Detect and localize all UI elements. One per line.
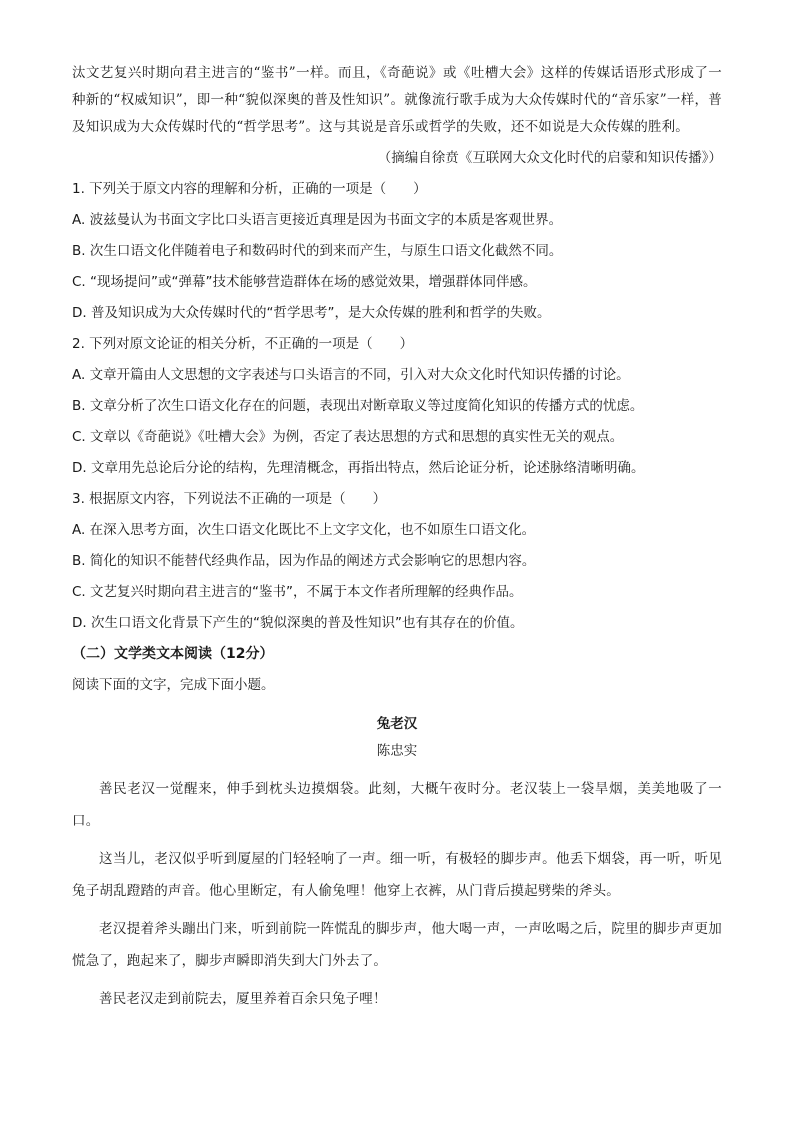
story-author: 陈忠实 [376,743,418,759]
story-paragraph: 善民老汉走到前院去，厦里养着百余只兔子哩！ [99,991,387,1007]
article-source-citation: （摘编自徐贲《互联网大众文化时代的启蒙和知识传播》） [377,150,722,166]
option-c: C. 文艺复兴时期向君主进言的“鉴书”，不属于本文作者所理解的经典作品。 [72,584,523,600]
story-paragraph: 老汉提着斧头蹦出门来，听到前院一阵慌乱的脚步声，他大喝一声，一声吆喝之后，院里的脚步声更加慌急了，跑起来了，脚步声瞬即消失到大门外去了。 [72,921,722,969]
question-stem: 3. 根据原文内容，下列说法不正确的一项是（ ） [72,491,387,507]
story-title: 兔老汉 [376,716,418,732]
question-1 [72,174,722,329]
option-a: A. 在深入思考方面，次生口语文化既比不上文字文化，也不如原生口语文化。 [72,522,536,538]
option-a: A. 文章开篇由人文思想的文字表述与口头语言的不同，引入对大众文化时代知识传播的讨论。 [72,367,630,383]
option-d: D. 次生口语文化背景下产生的“貌似深奥的普及性知识”也有其存在的价值。 [72,615,524,631]
question-2 [72,329,722,484]
article-closing-paragraph: 汰文艺复兴时期向君主进言的“鉴书”一样。而且，《奇葩说》或《吐槽大会》这样的传媒话语形式形成了一种新的“权威知识”，即一种“貌似深奥的普及性知识”。就像流行歌手成为大众传媒时代的“音乐家”一样，普及知识成为大众传媒时代的“哲学思考”。这与其说是音乐或哲学的失败，还不如说是大众传媒的胜利。 [72,65,722,135]
document-page [72,60,722,1021]
story-paragraph: 这当儿，老汉似乎听到厦屋的门轻轻响了一声。细一听，有极轻的脚步声。他丢下烟袋，再一听，听见兔子胡乱蹬踏的声音。他心里断定，有人偷兔哩！他穿上衣裤，从门背后摸起劈柴的斧头。 [72,851,722,899]
option-c: C. 文章以《奇葩说》《吐槽大会》为例，否定了表达思想的方式和思想的真实性无关的观点。 [72,429,624,445]
story-paragraph: 善民老汉一觉醒来，伸手到枕头边摸烟袋。此刻，大概午夜时分。老汉装上一袋旱烟，美美地吸了一口。 [72,781,722,829]
option-c: C. “现场提问”或“弹幕”技术能够营造群体在场的感觉效果，增强群体同伴感。 [72,274,537,290]
question-3 [72,484,722,639]
option-a: A. 波兹曼认为书面文字比口头语言更接近真理是因为书面文字的本质是客观世界。 [72,212,563,228]
question-stem: 2. 下列对原文论证的相关分析，不正确的一项是（ ） [72,336,414,352]
option-d: D. 文章用先总论后分论的结构，先理清概念，再指出特点，然后论证分析，论述脉络清晰明确。 [72,460,645,476]
option-b: B. 简化的知识不能替代经典作品，因为作品的阐述方式会影响它的思想内容。 [72,553,536,569]
section-heading: （二）文学类文本阅读（12分） [72,646,274,662]
option-d: D. 普及知识成为大众传媒时代的“哲学思考”，是大众传媒的胜利和哲学的失败。 [72,305,551,321]
option-b: B. 文章分析了次生口语文化存在的问题，表现出对断章取义等过度简化知识的传播方式的忧虑。 [72,398,644,414]
question-stem: 1. 下列关于原文内容的理解和分析，正确的一项是（ ） [72,181,427,197]
option-b: B. 次生口语文化伴随着电子和数码时代的到来而产生，与原生口语文化截然不同。 [72,243,563,259]
section-instruction: 阅读下面的文字，完成下面小题。 [72,677,275,693]
